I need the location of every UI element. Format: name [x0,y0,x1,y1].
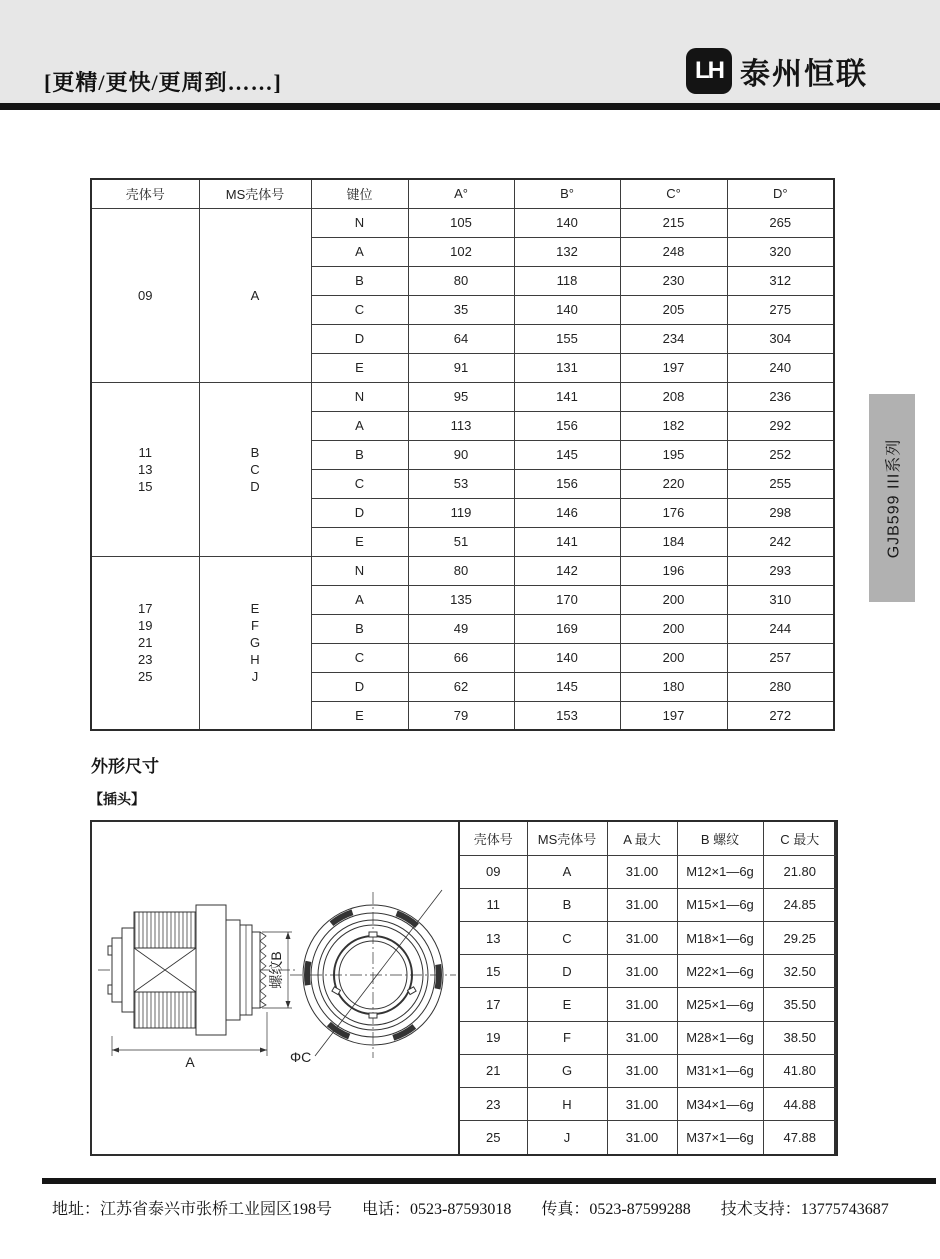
ms-shell-letter: E [250,601,260,617]
key-table-header-cell: B° [514,179,620,208]
key-table-cell: 197 [620,701,727,730]
key-table-cell: 62 [408,672,514,701]
plug-table-cell: C [527,921,607,954]
key-table-cell: 35 [408,295,514,324]
plug-table-cell: 32.50 [763,955,837,988]
key-table-cell: 140 [514,643,620,672]
header-band [0,0,940,110]
plug-table-cell: 11 [459,888,527,921]
ms-shell-letter: H [250,652,260,668]
key-table-cell: E [311,527,408,556]
key-table-cell: 220 [620,469,727,498]
key-table-cell: 248 [620,237,727,266]
key-table-cell: 208 [620,382,727,411]
plug-table-cell: 31.00 [607,921,677,954]
shell-number: 25 [138,669,153,685]
key-table-cell: 113 [408,411,514,440]
plug-table-cell: 19 [459,1021,527,1054]
key-table-cell: 197 [620,353,727,382]
plug-table-cell: 31.00 [607,955,677,988]
plug-table-cell: 21.80 [763,855,837,888]
key-table-cell: 156 [514,411,620,440]
key-table-header-cell: C° [620,179,727,208]
key-table-cell: 131 [514,353,620,382]
ms-shell-cell [199,208,311,382]
key-table-cell: 90 [408,440,514,469]
key-table-row [91,382,834,411]
footer-support: 技术支持：13775743687 [720,1201,889,1218]
footer-contact [52,1196,932,1219]
plug-table-cell: 13 [459,921,527,954]
key-table-cell: 146 [514,498,620,527]
key-table-cell: E [311,353,408,382]
key-table-cell: 184 [620,527,727,556]
key-table-cell: 304 [727,324,834,353]
key-table-cell: 142 [514,556,620,585]
plug-table-cell: 23 [459,1087,527,1120]
key-table-cell: 234 [620,324,727,353]
key-table-cell: 320 [727,237,834,266]
plug-table-cell: J [527,1121,607,1155]
key-table-cell: 280 [727,672,834,701]
key-table-cell: 80 [408,556,514,585]
key-table-cell: 80 [408,266,514,295]
plug-table-cell: 31.00 [607,855,677,888]
plug-table-section [458,820,838,1156]
key-table-cell: 105 [408,208,514,237]
key-table-cell: 182 [620,411,727,440]
key-table-cell: 95 [408,382,514,411]
key-table-cell: C [311,469,408,498]
plug-table-cell: M28×1—6g [677,1021,763,1054]
shell-number: 09 [138,287,153,303]
key-table-head [91,179,834,208]
plug-table-cell: 15 [459,955,527,988]
ms-shell-cell [199,382,311,556]
series-side-tab [869,394,915,602]
key-table-cell: 132 [514,237,620,266]
header-row [459,821,837,855]
key-position-table-section [90,178,835,731]
plug-table-cell: F [527,1021,607,1054]
key-table-header-cell: MS壳体号 [199,179,311,208]
plug-table-cell: 41.80 [763,1054,837,1087]
plug-table-cell: G [527,1054,607,1087]
key-table-cell: A [311,585,408,614]
key-table-cell: 200 [620,585,727,614]
key-table-cell: 64 [408,324,514,353]
logo-monogram-icon: LH [686,48,732,94]
key-table-cell: 252 [727,440,834,469]
key-table-cell: A [311,411,408,440]
key-table-cell: 141 [514,527,620,556]
brand-name: 泰州恒联 [740,58,868,91]
key-table-cell: 53 [408,469,514,498]
key-table-cell: 205 [620,295,727,324]
plug-table-cell: M37×1—6g [677,1121,763,1155]
ms-shell-letter: B [250,444,260,460]
plug-table-row [459,888,837,921]
plug-table-cell: 31.00 [607,1054,677,1087]
plug-table-row [459,1121,837,1155]
plug-table-head [459,821,837,855]
footer-phone: 电话：0523-87593018 [362,1201,512,1218]
key-table-cell: 257 [727,643,834,672]
key-table-header-cell: A° [408,179,514,208]
key-table-cell: 293 [727,556,834,585]
plug-table-cell: 35.50 [763,988,837,1021]
plug-table-cell: D [527,955,607,988]
key-table-cell: A [311,237,408,266]
key-table-cell: 275 [727,295,834,324]
plug-table-row [459,921,837,954]
key-table-cell: E [311,701,408,730]
key-table-cell: 145 [514,440,620,469]
plug-table-cell: M31×1—6g [677,1054,763,1087]
outline-section-title: 外形尺寸 [91,757,159,776]
key-table-cell: B [311,266,408,295]
plug-table-row [459,1021,837,1054]
plug-table-row [459,955,837,988]
key-table-cell: 230 [620,266,727,295]
plug-table [458,820,838,1156]
plug-table-header-cell: MS壳体号 [527,821,607,855]
key-table-cell: N [311,556,408,585]
key-table-cell: 140 [514,295,620,324]
plug-table-cell: M25×1—6g [677,988,763,1021]
shell-number-cell [91,556,199,730]
key-table-cell: 169 [514,614,620,643]
key-table-row [91,556,834,585]
shell-number: 19 [138,618,153,634]
plug-table-header-cell: 壳体号 [459,821,527,855]
plug-table-cell: M34×1—6g [677,1087,763,1120]
key-table-cell: 51 [408,527,514,556]
key-table-cell: 312 [727,266,834,295]
dim-a-label: A [185,1054,195,1070]
key-table-cell: D [311,498,408,527]
shell-number: 11 [138,444,152,460]
key-table-body [91,208,834,730]
key-table-cell: D [311,324,408,353]
key-table-cell: 91 [408,353,514,382]
key-table-cell: 156 [514,469,620,498]
series-side-tab-label: GJB599 III系列 [885,438,903,558]
key-table-cell: B [311,614,408,643]
plug-table-cell: 31.00 [607,1121,677,1155]
key-table-cell: N [311,208,408,237]
plug-table-row [459,1087,837,1120]
shell-number: 15 [138,478,153,494]
key-table-cell: 244 [727,614,834,643]
connector-technical-drawing [90,820,460,1156]
key-table-cell: 155 [514,324,620,353]
key-table-cell: 141 [514,382,620,411]
key-table-cell: 135 [408,585,514,614]
shell-number: 23 [138,652,153,668]
key-table-header-cell: D° [727,179,834,208]
plug-table-header-cell: C 最大 [763,821,837,855]
plug-table-cell: 21 [459,1054,527,1087]
connector-front-view [290,890,456,1058]
key-table-cell: 272 [727,701,834,730]
plug-table-cell: 31.00 [607,1087,677,1120]
key-table-cell: 102 [408,237,514,266]
plug-table-cell: 31.00 [607,1021,677,1054]
plug-table-header-cell: A 最大 [607,821,677,855]
plug-table-header-cell: B 螺纹 [677,821,763,855]
plug-table-cell: M12×1—6g [677,855,763,888]
plug-table-cell: 38.50 [763,1021,837,1054]
key-table-cell: C [311,643,408,672]
header-slogan: [更精/更快/更周到……] [44,70,282,95]
shell-number-cell [91,208,199,382]
key-table-cell: 265 [727,208,834,237]
shell-number-cell [91,382,199,556]
key-table-cell: 66 [408,643,514,672]
plug-table-body [459,855,837,1155]
ms-shell-letter: C [250,461,260,477]
key-table-cell: 236 [727,382,834,411]
plug-table-row [459,855,837,888]
thread-b-label: 螺纹B [268,951,284,989]
plug-table-cell: 17 [459,988,527,1021]
key-table-cell: 118 [514,266,620,295]
plug-table-cell: E [527,988,607,1021]
key-table-cell: 240 [727,353,834,382]
key-table-cell: 215 [620,208,727,237]
ms-shell-cell [199,556,311,730]
ms-shell-letter: J [251,669,259,685]
key-table-cell: 49 [408,614,514,643]
plug-table-cell: 31.00 [607,988,677,1021]
plug-table-cell: 29.25 [763,921,837,954]
key-table-cell: 255 [727,469,834,498]
plug-table-cell: A [527,855,607,888]
key-table-cell: 119 [408,498,514,527]
plug-table-row [459,988,837,1021]
key-table-cell: 200 [620,643,727,672]
key-table-cell: B [311,440,408,469]
key-table-cell: 153 [514,701,620,730]
plug-table-cell: M22×1—6g [677,955,763,988]
plug-table-row [459,1054,837,1087]
plug-table-cell: 24.85 [763,888,837,921]
plug-table-cell: 44.88 [763,1087,837,1120]
plug-table-cell: 47.88 [763,1121,837,1155]
header-row [91,179,834,208]
ms-shell-letter: F [251,618,259,634]
key-table-cell: 200 [620,614,727,643]
ms-shell-letter: D [250,478,260,494]
key-table-cell: 242 [727,527,834,556]
dim-c-label: ΦC [290,1049,312,1065]
footer-address: 地址：江苏省泰兴市张桥工业园区198号 [52,1201,333,1218]
key-table-cell: 195 [620,440,727,469]
footer-fax: 传真：0523-87599288 [541,1201,691,1218]
key-table-cell: 176 [620,498,727,527]
key-table-cell: 298 [727,498,834,527]
ms-shell-letter: G [249,635,261,651]
plug-table-cell: 25 [459,1121,527,1155]
key-table-cell: 196 [620,556,727,585]
key-table-cell: 140 [514,208,620,237]
shell-number: 17 [138,601,153,617]
shell-number: 13 [138,461,153,477]
key-table-cell: 310 [727,585,834,614]
key-table-cell: C [311,295,408,324]
key-table-cell: 292 [727,411,834,440]
plug-table-cell: M15×1—6g [677,888,763,921]
plug-subtitle: 【插头】 [89,791,145,807]
key-table-header-cell: 键位 [311,179,408,208]
plug-table-cell: M18×1—6g [677,921,763,954]
key-table-cell: D [311,672,408,701]
key-table-cell: 145 [514,672,620,701]
company-logo [686,48,868,94]
key-table-cell: 79 [408,701,514,730]
plug-table-cell: H [527,1087,607,1120]
key-table-cell: 170 [514,585,620,614]
plug-table-cell: B [527,888,607,921]
key-table-cell: 180 [620,672,727,701]
key-table [90,178,835,731]
ms-shell-letter: A [250,287,260,303]
footer-rule [42,1178,936,1184]
key-table-cell: N [311,382,408,411]
key-table-row [91,208,834,237]
shell-number: 21 [138,635,153,651]
plug-table-cell: 09 [459,855,527,888]
key-table-header-cell: 壳体号 [91,179,199,208]
plug-table-cell: 31.00 [607,888,677,921]
